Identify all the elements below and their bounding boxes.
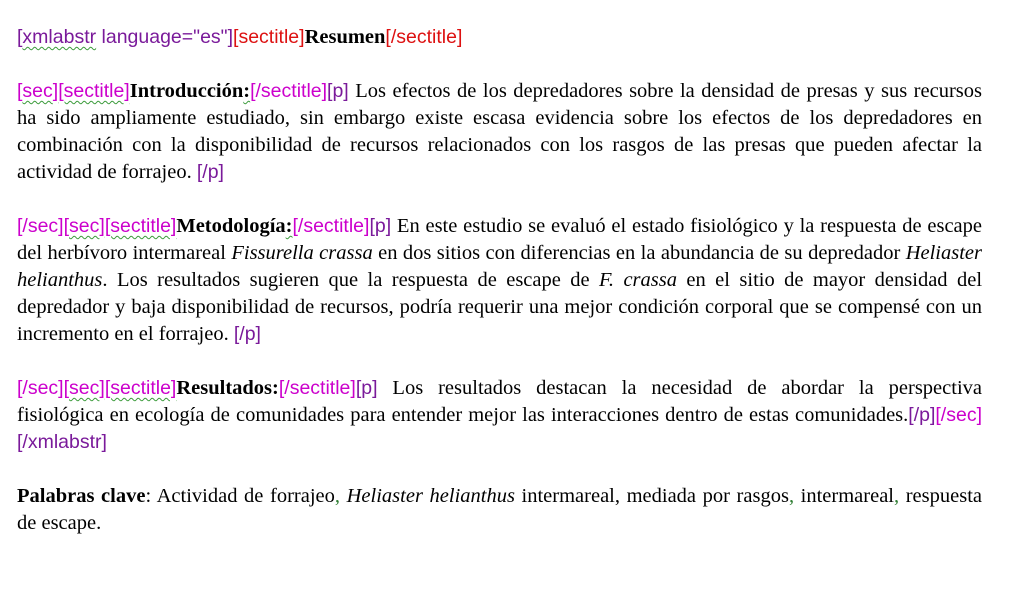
- paragraph-text: en dos sitios con diferencias en la abundancia de su depredador: [372, 242, 906, 264]
- tag-sec-open-bracket: [: [63, 377, 70, 399]
- tag-xmlabstr-close: [/xmlabstr]: [17, 431, 107, 453]
- tag-sectitle-close: [/sectitle]: [292, 215, 370, 237]
- tag-p-close: [/p]: [233, 323, 261, 345]
- tag-sec-close-bracket: ]: [99, 215, 105, 237]
- tag-sectitle-close: [/sectitle]: [278, 377, 356, 399]
- keywords-paragraph: [17, 483, 982, 537]
- section-introduccion: [17, 78, 982, 186]
- tag-sectitle-open: [sectitle]: [233, 26, 305, 48]
- tag-sectitle-close: [/sectitle]: [385, 26, 463, 48]
- paragraph-text: en el sitio de mayor densidad del depredador y baja disponibilidad de recursos, podría requerir una mejor condición corporal que se compensé con un incremento en el forrajeo.: [17, 269, 983, 345]
- tag-sec-close: [/sec]: [17, 215, 64, 237]
- section-resultados: [17, 375, 982, 456]
- paragraph-gap: [17, 456, 982, 483]
- tag-sectitle-open: [sectitle]: [104, 215, 177, 237]
- section-metodologia: [17, 213, 982, 348]
- keywords-text: intermareal: [794, 485, 894, 507]
- section-heading: Metodología: [176, 215, 286, 237]
- species-name: Heliaster helianthus: [346, 485, 515, 507]
- keywords-text: intermareal, mediada por rasgos: [514, 485, 789, 507]
- paragraph-gap: [17, 348, 982, 375]
- tag-sec: sec: [69, 377, 100, 399]
- keyword-separator: ,: [788, 485, 795, 507]
- tag-p-close: [/p]: [196, 161, 224, 183]
- tag-sec-open-bracket: [: [63, 215, 70, 237]
- tag-sectitle-open: [sectitle]: [104, 377, 177, 399]
- tag-sectitle-open: [sectitle]: [58, 80, 130, 102]
- tag-sec: sec: [69, 215, 100, 237]
- tag-open-bracket: [: [17, 26, 23, 48]
- species-name: Fissurella crassa: [231, 242, 373, 264]
- tag-language-attr: language="es"]: [96, 26, 234, 48]
- document-body: [17, 24, 982, 537]
- heading-colon: :: [272, 377, 279, 399]
- tag-p-open: [p]: [327, 80, 349, 102]
- keyword-separator: ,: [334, 485, 341, 507]
- tag-p-close: [/p]: [908, 404, 936, 426]
- tag-sec-close-bracket: ]: [52, 80, 59, 102]
- paragraph-gap: [17, 51, 982, 78]
- heading-colon: :: [243, 80, 251, 102]
- abstract-title: Resumen: [304, 26, 386, 48]
- paragraph-text: . Los resultados sugieren que la respuesta de escape de: [102, 269, 600, 291]
- species-name: Heliaster helianthus: [17, 242, 982, 291]
- section-heading: Resultados: [176, 377, 273, 399]
- tag-xmlabstr: xmlabstr: [22, 26, 97, 48]
- tag-sec-open-bracket: [: [17, 80, 23, 102]
- species-name: F. crassa: [599, 269, 677, 291]
- tag-p-open: [p]: [355, 377, 378, 399]
- keywords-text: respuesta de escape.: [17, 485, 982, 534]
- section-heading: Introducción: [129, 80, 244, 102]
- abstract-header: [17, 24, 982, 51]
- keywords-text: : Actividad de forrajeo: [145, 485, 335, 507]
- tag-p-open: [p]: [369, 215, 392, 237]
- paragraph-text: Los efectos de los depredadores sobre la densidad de presas y sus recursos ha sido ampliamente estudiado, sin embargo existe escasa evidencia sobre los efectos de los depredadores en combinación con la disponibilidad de recursos relacionados con los rasgos de las presas que pueden afectar la actividad de forrajeo.: [17, 80, 982, 183]
- heading-colon: :: [285, 215, 293, 237]
- keywords-label: Palabras clave: [17, 485, 146, 507]
- paragraph-text: En este estudio se evaluó el estado fisiológico y la respuesta de escape del herbívoro intermareal: [17, 215, 982, 264]
- tag-sectitle-close: [/sectitle]: [250, 80, 328, 102]
- tag-sec-close: [/sec]: [935, 404, 982, 426]
- tag-sec: sec: [22, 80, 53, 102]
- tag-sec-close: [/sec]: [17, 377, 64, 399]
- paragraph-gap: [17, 186, 982, 213]
- keyword-separator: ,: [894, 485, 900, 507]
- tag-sec-close-bracket: ]: [99, 377, 105, 399]
- paragraph-text: Los resultados destacan la necesidad de abordar la perspectiva fisiológica en ecología de comunidades para entender mejor las interacciones dentro de estas comunidades.: [17, 377, 982, 426]
